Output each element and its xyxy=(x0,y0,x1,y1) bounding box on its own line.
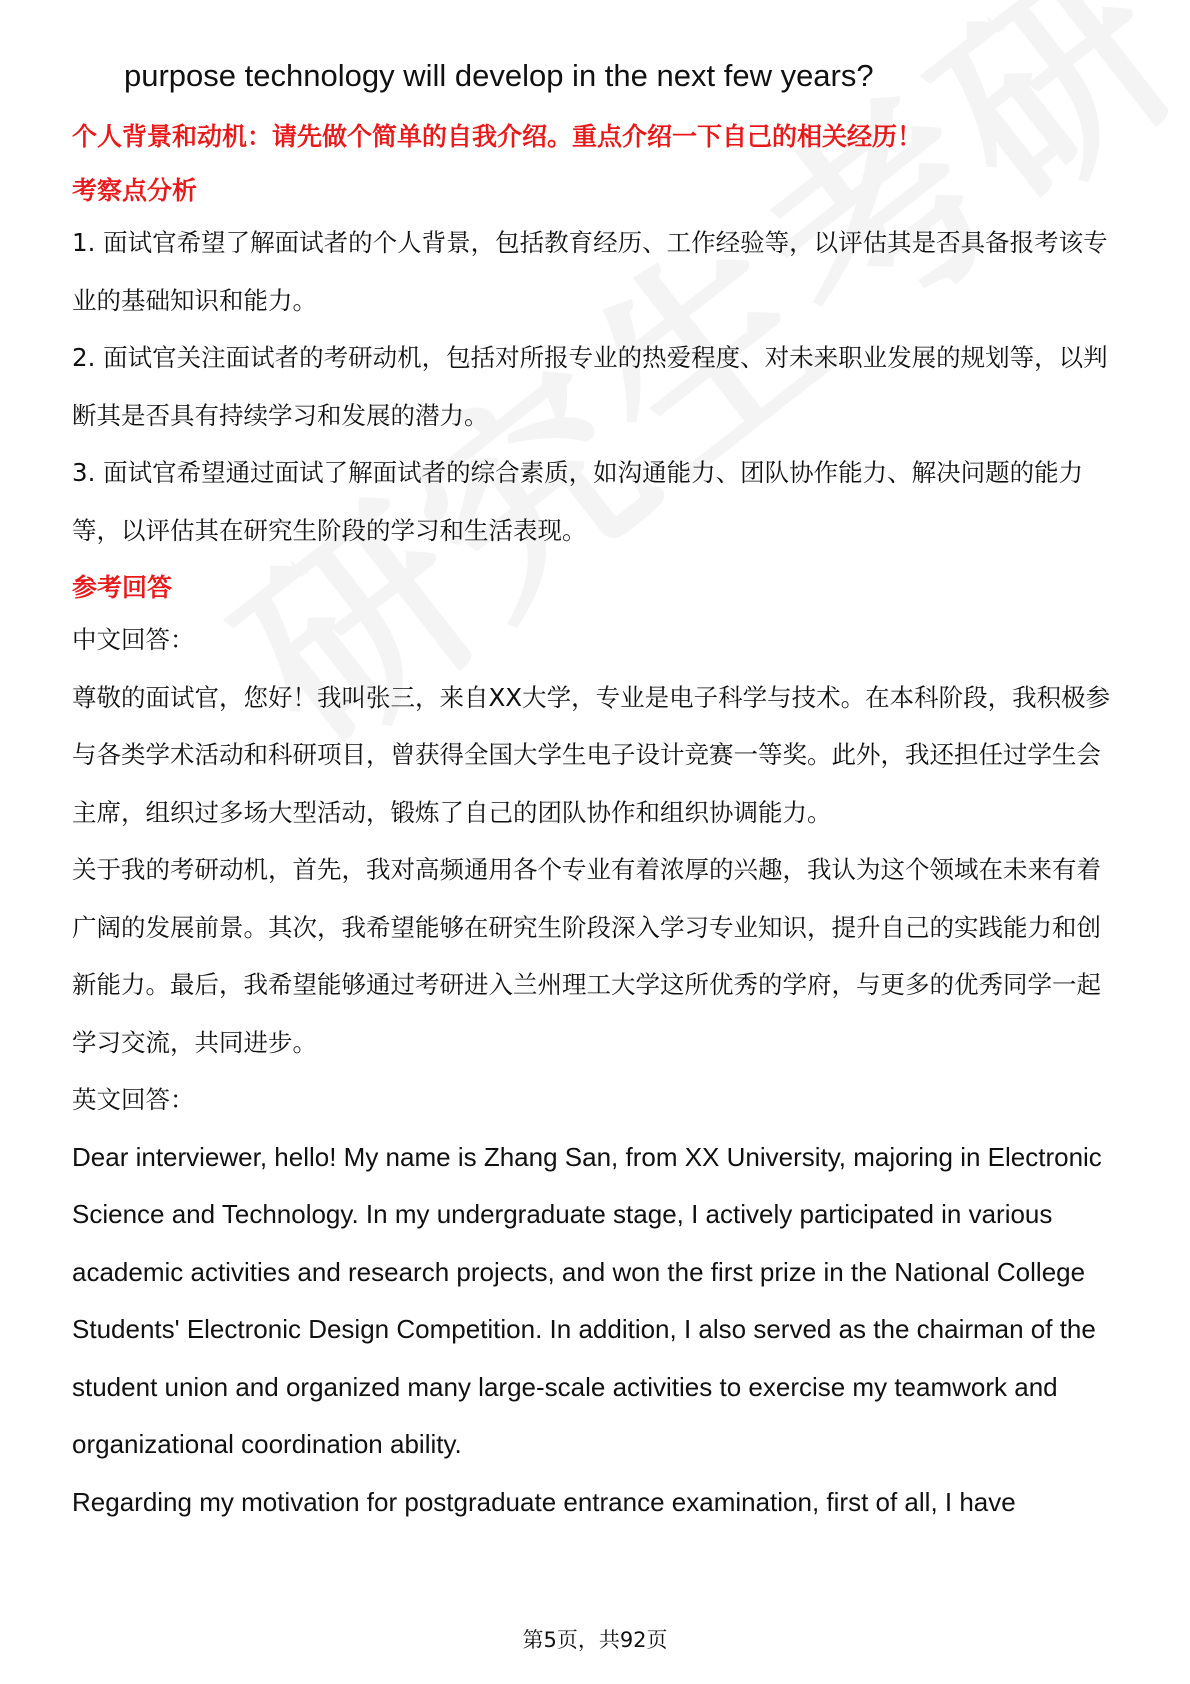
chinese-answer-paragraph-1: 尊敬的面试官，您好！我叫张三，来自XX大学，专业是电子科学与技术。在本科阶段，我积极参与各类学术活动和科研项目，曾获得全国大学生电子设计竞赛一等奖。此外，我还担任过学生会主席，组织过多场大型活动，锻炼了自己的团队协作和组织协调能力。 xyxy=(72,682,1111,827)
analysis-point-3: 3. 面试官希望通过面试了解面试者的综合素质，如沟通能力、团队协作能力、解决问题的能力等，以评估其在研究生阶段的学习和生活表现。 xyxy=(72,458,1084,545)
english-answer-label: 英文回答： xyxy=(72,1085,195,1114)
page-number-footer: 第5页，共92页 xyxy=(522,1628,668,1652)
analysis-point-1: 1. 面试官希望了解面试者的个人背景，包括教育经历、工作经验等，以评估其是否具备报考该专业的基础知识和能力。 xyxy=(72,228,1108,315)
chinese-answer-paragraph-2: 关于我的考研动机，首先，我对高频通用各个专业有着浓厚的兴趣，我认为这个领域在未来有着广阔的发展前景。其次，我希望能够在研究生阶段深入学习专业知识，提升自己的实践能力和创新能力。最后，我希望能够通过考研进入兰州理工大学这所优秀的学府，与更多的优秀同学一起学习交流，共同进步。 xyxy=(72,855,1101,1057)
english-answer-paragraph-2: Regarding my motivation for postgraduate entrance examination, first of all, I have xyxy=(72,1486,1016,1517)
question-heading: 个人背景和动机：请先做个简单的自我介绍。重点介绍一下自己的相关经历！ xyxy=(72,122,923,151)
reference-heading: 参考回答 xyxy=(72,573,173,602)
analysis-heading: 考察点分析 xyxy=(72,176,198,205)
english-answer-paragraph-1: Dear interviewer, hello! My name is Zhang San, from XX University, majoring in Electronic Science and Technology. In my undergraduate stage, I actively participated in various academic activities and research projects, and won the first prize in the National College Students' Electronic Design Competition. In addition, I also served as the chairman of the student union and organized many large-scale activities to exercise my teamwork and organizational coordination ability. xyxy=(72,1141,1102,1459)
page-content xyxy=(72,52,1122,1531)
lead-text: purpose technology will develop in the next few years? xyxy=(124,58,874,93)
chinese-answer-label: 中文回答： xyxy=(72,625,195,654)
analysis-point-2: 2. 面试官关注面试者的考研动机，包括对所报专业的热爱程度、对未来职业发展的规划等，以判断其是否具有持续学习和发展的潜力。 xyxy=(72,343,1108,430)
